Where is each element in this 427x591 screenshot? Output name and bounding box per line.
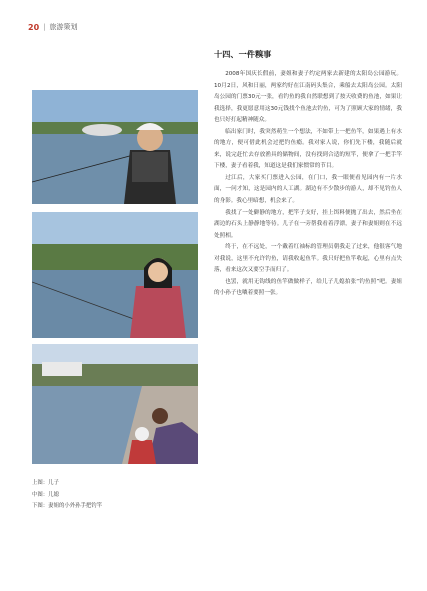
article-body <box>214 69 402 300</box>
article-title: 十四、一件糗事 <box>214 49 272 59</box>
article-paragraph: 终于，在不远处，一个戴着红袖标的管理员朝我走了过来，他很客气地对我说，这里不允许钓鱼，请我收起鱼竿。我只好把鱼竿收起，心里有点失落，看来这次又要空手而归了。 <box>214 244 402 274</box>
article-paragraph: 临出家门时，我突然萌生一个想法，不如带上一把鱼竿，如果遇上有水的地方，便可借此机会过把钓鱼瘾。我对家人说，你们先下楼，我随后就来，说完赶忙去存放渔具的储物间，没有找到合适的短竿，便拿了一把手竿下楼，妻子看着我，知道这是我们家惯常的节目。 <box>214 128 402 170</box>
photo-child-fishing <box>32 344 198 464</box>
article-paragraph: 2008年国庆长假前，妻姐和妻子约定两家去新建的太阳岛公园游玩。10月2日，风和日丽，两家约好在江南码头集合，乘船去太阳岛公园。太阳岛公园的门票30元一张，看钓鱼的我自然联想到了按天收费的鱼池，如果让我选择，我更愿意用这30元钱找个鱼池去钓鱼，可为了照顾大家的情绪，我也只好打起精神随众。 <box>214 71 402 124</box>
section-name: 旅游策划 <box>49 23 78 31</box>
page-header <box>28 22 78 32</box>
caption-middle: 中图：儿媳 <box>32 491 59 498</box>
page-number: 20 <box>28 22 40 32</box>
caption-bottom: 下图：妻姐的小外孙手把钓竿 <box>32 503 103 509</box>
photo-daughter-in-law-fishing <box>32 212 198 338</box>
caption-top: 上图：儿子 <box>32 480 59 486</box>
article-paragraph: 也罢，就用无钩线的鱼竿做做样子，给儿子儿媳拍张“钓鱼照”吧。妻姐的小孙子也嚷着要照一张。 <box>214 278 402 297</box>
photo-captions <box>32 478 102 513</box>
article-paragraph: 我找了一处僻静的地方，把竿子支好，挂上饵料便抛了出去，然后坐在湖边的石头上静静地等待。儿子在一旁帮我看着浮漂，妻子和妻姐则在不远处照相。 <box>214 209 402 239</box>
photo-son-fishing <box>32 90 198 204</box>
header-separator: | <box>43 23 46 31</box>
article-paragraph: 过江后，大家买门票进入公园，在门口，我一眼便看见园内有一片水面，一问才知，这是园内的人工湖。湖边有不少散步的游人，却不见钓鱼人的身影。我心里暗想，机会来了。 <box>214 174 402 205</box>
